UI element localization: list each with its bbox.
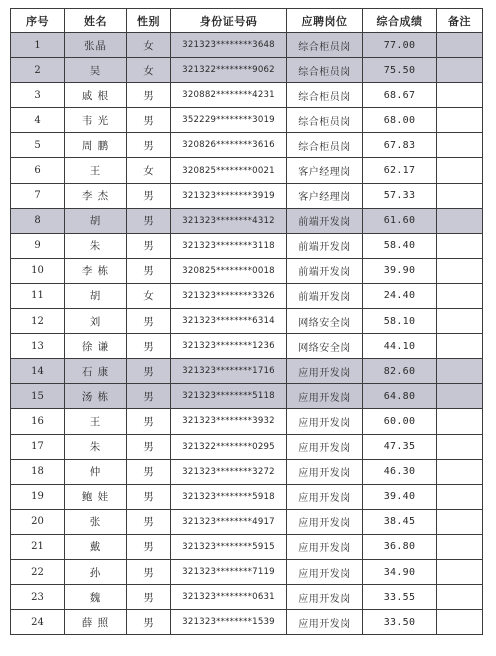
row-id-number: 320825********0018 (171, 258, 287, 283)
table-row (11, 334, 483, 359)
row-number: 24 (11, 610, 65, 635)
table-row (11, 258, 483, 283)
row-sex: 男 (127, 359, 171, 384)
row-score: 34.90 (363, 559, 437, 584)
row-sex: 男 (127, 133, 171, 158)
row-note (437, 534, 483, 559)
table-row (11, 434, 483, 459)
row-number: 10 (11, 258, 65, 283)
row-sex: 男 (127, 534, 171, 559)
row-sex: 男 (127, 108, 171, 133)
row-sex: 男 (127, 183, 171, 208)
row-name: 汤 栋 (65, 384, 127, 409)
row-name: 张晶 (65, 33, 127, 58)
row-number: 12 (11, 309, 65, 334)
row-sex: 女 (127, 33, 171, 58)
row-name: 孙 (65, 559, 127, 584)
row-position: 网络安全岗 (287, 334, 363, 359)
table-row (11, 585, 483, 610)
row-position: 综合柜员岗 (287, 108, 363, 133)
row-note (437, 459, 483, 484)
row-sex: 男 (127, 208, 171, 233)
row-position: 前端开发岗 (287, 208, 363, 233)
row-note (437, 509, 483, 534)
row-number: 17 (11, 434, 65, 459)
table-row (11, 233, 483, 258)
table-row (11, 459, 483, 484)
table-row (11, 559, 483, 584)
row-sex: 男 (127, 258, 171, 283)
row-position: 网络安全岗 (287, 309, 363, 334)
row-id-number: 320825********0021 (171, 158, 287, 183)
table-row (11, 133, 483, 158)
row-score: 68.67 (363, 83, 437, 108)
row-position: 应用开发岗 (287, 534, 363, 559)
row-name: 朱 (65, 233, 127, 258)
row-sex: 男 (127, 334, 171, 359)
row-note (437, 208, 483, 233)
header-note: 备注 (437, 9, 483, 33)
row-sex: 男 (127, 610, 171, 635)
row-name: 胡 (65, 283, 127, 308)
row-name: 张 (65, 509, 127, 534)
row-name: 刘 (65, 309, 127, 334)
row-note (437, 183, 483, 208)
row-id-number: 321323********5118 (171, 384, 287, 409)
row-sex: 男 (127, 509, 171, 534)
row-position: 应用开发岗 (287, 459, 363, 484)
row-sex: 男 (127, 233, 171, 258)
row-id-number: 321323********3272 (171, 459, 287, 484)
row-name: 魏 (65, 585, 127, 610)
header-position: 应聘岗位 (287, 9, 363, 33)
row-position: 应用开发岗 (287, 610, 363, 635)
row-score: 36.80 (363, 534, 437, 559)
table-row (11, 309, 483, 334)
row-note (437, 610, 483, 635)
row-name: 朱 (65, 434, 127, 459)
row-number: 3 (11, 83, 65, 108)
row-number: 14 (11, 359, 65, 384)
row-note (437, 58, 483, 83)
row-score: 67.83 (363, 133, 437, 158)
row-note (437, 585, 483, 610)
table-row (11, 509, 483, 534)
row-sex: 男 (127, 384, 171, 409)
row-number: 22 (11, 559, 65, 584)
row-name: 王 (65, 409, 127, 434)
row-number: 6 (11, 158, 65, 183)
row-position: 综合柜员岗 (287, 83, 363, 108)
row-id-number: 321323********1716 (171, 359, 287, 384)
row-sex: 女 (127, 283, 171, 308)
row-score: 60.00 (363, 409, 437, 434)
table-row (11, 359, 483, 384)
row-score: 44.10 (363, 334, 437, 359)
row-sex: 女 (127, 58, 171, 83)
row-name: 韦 光 (65, 108, 127, 133)
row-number: 23 (11, 585, 65, 610)
row-id-number: 321323********3326 (171, 283, 287, 308)
row-sex: 男 (127, 309, 171, 334)
row-position: 应用开发岗 (287, 409, 363, 434)
row-id-number: 321322********9062 (171, 58, 287, 83)
row-position: 应用开发岗 (287, 585, 363, 610)
row-number: 8 (11, 208, 65, 233)
header-no: 序号 (11, 9, 65, 33)
row-note (437, 83, 483, 108)
row-name: 石 康 (65, 359, 127, 384)
row-position: 应用开发岗 (287, 384, 363, 409)
row-id-number: 321323********5915 (171, 534, 287, 559)
score-sheet (10, 8, 482, 635)
row-sex: 男 (127, 459, 171, 484)
row-position: 前端开发岗 (287, 283, 363, 308)
row-id-number: 320882********4231 (171, 83, 287, 108)
row-name: 周 鹏 (65, 133, 127, 158)
table-row (11, 534, 483, 559)
table-row (11, 183, 483, 208)
row-id-number: 321323********1236 (171, 334, 287, 359)
row-score: 61.60 (363, 208, 437, 233)
table-row (11, 610, 483, 635)
row-note (437, 309, 483, 334)
table-row (11, 409, 483, 434)
row-id-number: 320826********3616 (171, 133, 287, 158)
row-id-number: 321323********3932 (171, 409, 287, 434)
row-score: 24.40 (363, 283, 437, 308)
row-sex: 男 (127, 585, 171, 610)
row-number: 11 (11, 283, 65, 308)
row-id-number: 321323********4917 (171, 509, 287, 534)
row-position: 综合柜员岗 (287, 33, 363, 58)
row-name: 吴 (65, 58, 127, 83)
row-position: 综合柜员岗 (287, 133, 363, 158)
row-name: 徐 谦 (65, 334, 127, 359)
row-id-number: 321323********3648 (171, 33, 287, 58)
row-score: 77.00 (363, 33, 437, 58)
row-name: 仲 (65, 459, 127, 484)
header-name: 姓名 (65, 9, 127, 33)
row-note (437, 283, 483, 308)
table-row (11, 158, 483, 183)
row-position: 应用开发岗 (287, 359, 363, 384)
row-sex: 女 (127, 158, 171, 183)
header-sex: 性别 (127, 9, 171, 33)
row-id-number: 321323********7119 (171, 559, 287, 584)
row-note (437, 434, 483, 459)
row-name: 鲍 娃 (65, 484, 127, 509)
row-position: 综合柜员岗 (287, 58, 363, 83)
row-note (437, 334, 483, 359)
row-number: 16 (11, 409, 65, 434)
table-row (11, 83, 483, 108)
row-score: 39.40 (363, 484, 437, 509)
row-number: 20 (11, 509, 65, 534)
row-sex: 男 (127, 83, 171, 108)
row-name: 王 (65, 158, 127, 183)
table-row (11, 484, 483, 509)
row-sex: 男 (127, 434, 171, 459)
table-row (11, 58, 483, 83)
row-score: 64.80 (363, 384, 437, 409)
row-id-number: 321323********1539 (171, 610, 287, 635)
row-id-number: 321323********0631 (171, 585, 287, 610)
row-sex: 男 (127, 484, 171, 509)
row-position: 应用开发岗 (287, 559, 363, 584)
row-name: 戴 (65, 534, 127, 559)
row-position: 客户经理岗 (287, 183, 363, 208)
row-note (437, 484, 483, 509)
row-position: 应用开发岗 (287, 434, 363, 459)
row-number: 21 (11, 534, 65, 559)
row-name: 李 栋 (65, 258, 127, 283)
row-name: 薛 照 (65, 610, 127, 635)
row-id-number: 321323********4312 (171, 208, 287, 233)
row-number: 19 (11, 484, 65, 509)
table-row (11, 108, 483, 133)
row-score: 39.90 (363, 258, 437, 283)
row-score: 58.10 (363, 309, 437, 334)
row-note (437, 409, 483, 434)
row-note (437, 158, 483, 183)
row-note (437, 33, 483, 58)
row-score: 82.60 (363, 359, 437, 384)
row-score: 33.50 (363, 610, 437, 635)
row-note (437, 559, 483, 584)
row-number: 9 (11, 233, 65, 258)
row-number: 18 (11, 459, 65, 484)
row-id-number: 321323********3118 (171, 233, 287, 258)
header-score: 综合成绩 (363, 9, 437, 33)
row-number: 15 (11, 384, 65, 409)
row-id-number: 321323********5918 (171, 484, 287, 509)
table-header-row (11, 9, 483, 33)
row-position: 应用开发岗 (287, 484, 363, 509)
table-row (11, 283, 483, 308)
row-name: 戚 根 (65, 83, 127, 108)
table-row (11, 384, 483, 409)
row-number: 13 (11, 334, 65, 359)
row-score: 58.40 (363, 233, 437, 258)
row-note (437, 133, 483, 158)
row-score: 47.35 (363, 434, 437, 459)
row-score: 33.55 (363, 585, 437, 610)
table-row (11, 208, 483, 233)
row-number: 4 (11, 108, 65, 133)
row-score: 46.30 (363, 459, 437, 484)
row-note (437, 258, 483, 283)
row-note (437, 108, 483, 133)
row-position: 客户经理岗 (287, 158, 363, 183)
row-id-number: 321323********6314 (171, 309, 287, 334)
row-position: 前端开发岗 (287, 258, 363, 283)
row-name: 李 杰 (65, 183, 127, 208)
row-score: 75.50 (363, 58, 437, 83)
row-number: 7 (11, 183, 65, 208)
row-score: 68.00 (363, 108, 437, 133)
row-id-number: 352229********3019 (171, 108, 287, 133)
results-table (10, 8, 483, 635)
row-id-number: 321323********3919 (171, 183, 287, 208)
row-score: 62.17 (363, 158, 437, 183)
row-number: 2 (11, 58, 65, 83)
row-number: 5 (11, 133, 65, 158)
row-note (437, 359, 483, 384)
header-id-number: 身份证号码 (171, 9, 287, 33)
table-row (11, 33, 483, 58)
row-sex: 男 (127, 409, 171, 434)
row-score: 38.45 (363, 509, 437, 534)
row-position: 应用开发岗 (287, 509, 363, 534)
row-score: 57.33 (363, 183, 437, 208)
row-position: 前端开发岗 (287, 233, 363, 258)
row-note (437, 384, 483, 409)
row-name: 胡 (65, 208, 127, 233)
row-sex: 男 (127, 559, 171, 584)
row-number: 1 (11, 33, 65, 58)
row-id-number: 321322********0295 (171, 434, 287, 459)
row-note (437, 233, 483, 258)
